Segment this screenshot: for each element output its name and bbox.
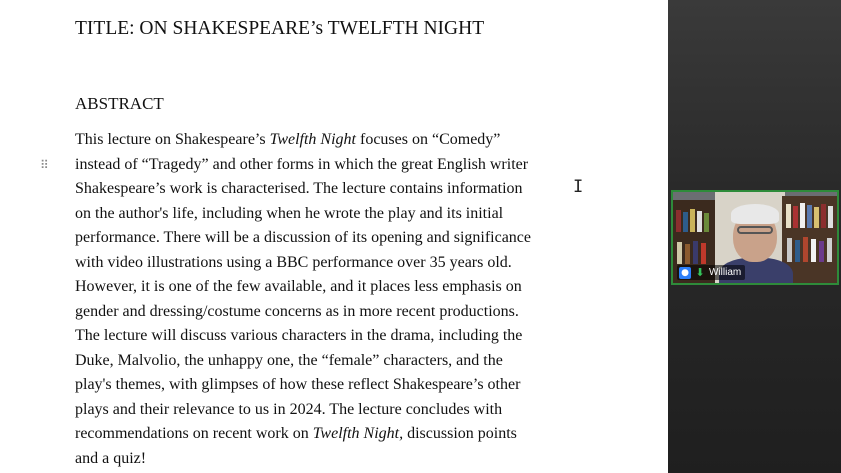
microphone-icon[interactable]: ⬇ <box>695 265 705 279</box>
participant-name-bar <box>677 265 745 280</box>
abstract-text: focuses on “Comedy” <box>356 131 501 148</box>
video-sidebar <box>668 0 841 473</box>
abstract-paragraph[interactable] <box>75 128 595 471</box>
abstract-text: on the author's life, including when he wrote the play and its initial <box>75 204 504 222</box>
abstract-line <box>75 177 595 202</box>
abstract-line <box>75 202 595 227</box>
abstract-line <box>75 398 595 423</box>
abstract-line <box>75 275 595 300</box>
user-icon: ● <box>679 267 691 279</box>
abstract-text: Duke, Malvolio, the unhappy one, the “female” characters, and the <box>75 351 503 369</box>
abstract-line <box>75 349 595 374</box>
abstract-line <box>75 153 595 178</box>
participant-video-tile[interactable] <box>671 190 839 285</box>
abstract-text: with video illustrations using a BBC performance over 35 years old. <box>75 253 512 271</box>
italic-title-text: Twelfth Night, <box>312 425 404 442</box>
abstract-line <box>75 324 595 349</box>
drag-handle-icon[interactable]: ⠿ <box>40 158 48 172</box>
abstract-text: This lecture on Shakespeare’s <box>75 131 270 148</box>
abstract-line <box>75 447 595 472</box>
participant-name: William <box>709 266 742 278</box>
abstract-text: instead of “Tragedy” and other forms in which the great English writer <box>75 155 529 173</box>
abstract-text: However, it is one of the few available, and it places less emphasis on <box>75 278 522 295</box>
abstract-line <box>75 128 595 153</box>
abstract-text: plays and their relevance to us in 2024. The lecture concludes with <box>75 400 503 418</box>
abstract-text: The lecture will discuss various characters in the drama, including the <box>75 327 523 344</box>
person-glasses <box>737 226 773 234</box>
abstract-line <box>75 251 595 276</box>
abstract-text: gender and dressing/costume concerns as in more recent productions. <box>75 302 519 320</box>
abstract-heading: ABSTRACT <box>75 94 164 113</box>
abstract-line <box>75 373 595 398</box>
abstract-line <box>75 300 595 325</box>
text-cursor-icon: I <box>573 177 584 197</box>
abstract-text: Shakespeare’s work is characterised. The lecture contains information <box>75 180 523 197</box>
italic-title-text: Twelfth Night <box>269 131 356 148</box>
abstract-line <box>75 422 595 447</box>
abstract-text: and a quiz! <box>75 449 147 467</box>
document-title: TITLE: ON SHAKESPEARE’s TWELFTH NIGHT <box>75 18 485 39</box>
abstract-line <box>75 226 595 251</box>
abstract-text: performance. There will be a discussion of its opening and significance <box>75 229 532 246</box>
abstract-text: discussion points <box>403 425 517 442</box>
abstract-text: recommendations on recent work on <box>75 425 313 442</box>
person-hair <box>731 204 779 224</box>
abstract-text: play's themes, with glimpses of how these reflect Shakespeare’s other <box>75 376 521 393</box>
